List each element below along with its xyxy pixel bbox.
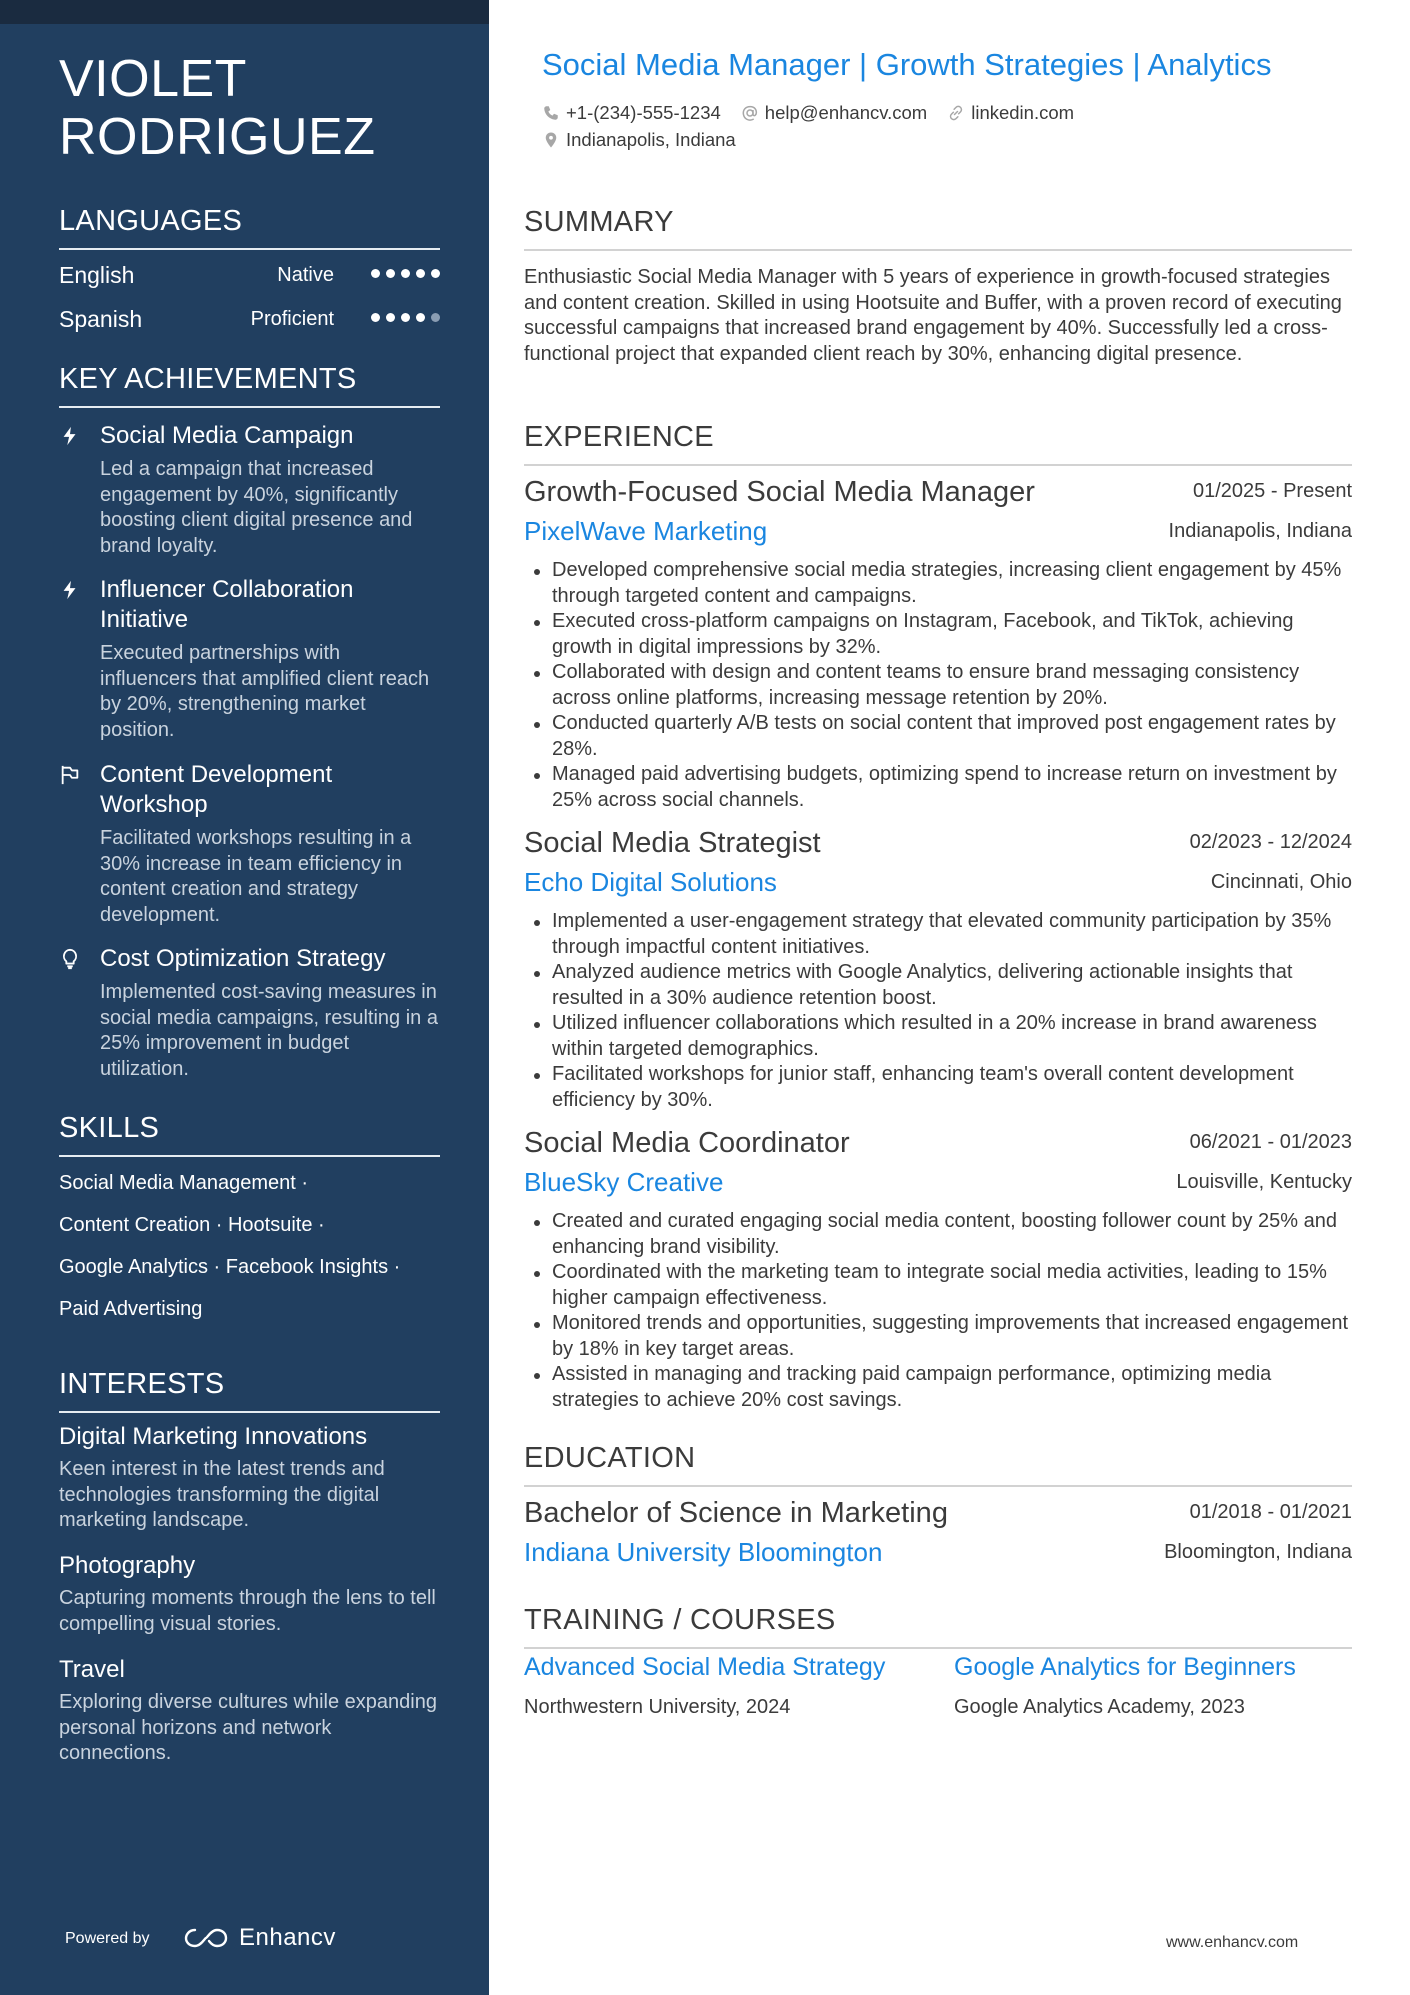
interest-desc: Exploring diverse cultures while expanding personal horizons and network connections. xyxy=(59,1691,437,1764)
lightning-icon xyxy=(59,579,81,601)
course-title: Advanced Social Media Strategy xyxy=(524,1653,886,1681)
achievement-title: Cost Optimization Strategy xyxy=(100,945,386,972)
bullet-item: Implemented a user-engagement strategy that elevated community participation by 35% through impactful content initiatives. xyxy=(524,909,1352,960)
bullet-item: Collaborated with design and content teams to ensure brand messaging consistency across online platforms, increasing message retention by 20%. xyxy=(524,660,1352,711)
course-item xyxy=(954,1653,1354,1719)
achievement-desc: Implemented cost-saving measures in social media campaigns, resulting in a 25% improvement in budget utilization. xyxy=(100,981,438,1080)
interests-heading: INTERESTS xyxy=(59,1368,440,1413)
job-entry xyxy=(524,476,1352,813)
summary-text: Enthusiastic Social Media Manager with 5 years of experience in growth-focused strategies and content creation. Skilled in using Hootsuite and Buffer, with a proven record of executing successful campaigns that increased brand engagement by 40%. Successfully led a cross-functional project that expanded client reach by 30%, enhancing digital presence. xyxy=(524,266,1342,365)
language-row xyxy=(59,262,440,292)
degree: Bachelor of Science in Marketing xyxy=(524,1497,948,1529)
job-company: Echo Digital Solutions xyxy=(524,867,777,897)
language-proficiency-dots xyxy=(371,269,440,278)
bullet-item: Managed paid advertising budgets, optimizing spend to increase return on investment by 25% across social channels. xyxy=(524,762,1352,813)
achievement-item xyxy=(59,575,440,743)
skills-list xyxy=(59,1172,440,1340)
bullet-item: Conducted quarterly A/B tests on social content that improved post engagement rates by 28%. xyxy=(524,711,1352,762)
school-location: Bloomington, Indiana xyxy=(1164,1541,1352,1563)
job-dates: 01/2025 - Present xyxy=(1193,480,1352,502)
powered-by-label: Powered by xyxy=(65,1930,150,1947)
language-level: Native xyxy=(277,264,334,286)
job-company: PixelWave Marketing xyxy=(524,516,768,546)
achievement-title: Social Media Campaign xyxy=(100,422,354,449)
dot-empty xyxy=(431,313,440,322)
achievement-desc: Executed partnerships with influencers that amplified client reach by 20%, strengthening market position. xyxy=(100,642,430,741)
job-bullets xyxy=(524,558,1352,813)
contact-row xyxy=(542,129,736,151)
job-company: BlueSky Creative xyxy=(524,1167,724,1197)
dot-filled xyxy=(371,313,380,322)
dot-filled xyxy=(416,269,425,278)
interest-desc: Keen interest in the latest trends and technologies transforming the digital marketing landscape. xyxy=(59,1458,385,1531)
job-bullets xyxy=(524,1209,1352,1413)
education-entry xyxy=(524,1497,1352,1577)
achievement-item xyxy=(59,760,440,928)
achievement-desc: Led a campaign that increased engagement by 40%, significantly boosting client digital presence and brand loyalty. xyxy=(100,458,413,557)
course-title: Google Analytics for Beginners xyxy=(954,1653,1296,1681)
achievement-title: Influencer Collaboration Initiative xyxy=(100,576,354,633)
website-link[interactable]: www.enhancv.com xyxy=(1166,1934,1299,1951)
contact-location xyxy=(542,129,736,151)
bullet-item: Monitored trends and opportunities, suggesting improvements that increased engagement by 18% in key target areas. xyxy=(524,1311,1352,1362)
job-dates: 06/2021 - 01/2023 xyxy=(1189,1131,1352,1153)
bullet-item: Developed comprehensive social media strategies, increasing client engagement by 45% through targeted content and campaigns. xyxy=(524,558,1352,609)
skill-line: Social Media Management · xyxy=(59,1172,309,1194)
skill-line: Google Analytics · Facebook Insights · xyxy=(59,1256,401,1278)
summary-heading: SUMMARY xyxy=(524,206,1352,251)
dot-filled xyxy=(431,269,440,278)
contact-row xyxy=(542,102,1074,124)
contact-linkedin[interactable] xyxy=(947,102,1074,124)
skills-heading: SKILLS xyxy=(59,1112,440,1157)
dot-filled xyxy=(371,269,380,278)
contact-phone[interactable] xyxy=(542,102,721,124)
interest-title: Travel xyxy=(59,1656,125,1683)
bullet-item: Assisted in managing and tracking paid campaign performance, optimizing media strategies to achieve 20% cost savings. xyxy=(524,1362,1352,1413)
experience-heading: EXPERIENCE xyxy=(524,421,1352,466)
candidate-name xyxy=(59,50,376,166)
language-row xyxy=(59,306,440,336)
brand-name: Enhancv xyxy=(239,1924,336,1951)
first-name: VIOLET xyxy=(59,50,247,108)
interest-item xyxy=(59,1422,440,1534)
interest-title: Digital Marketing Innovations xyxy=(59,1423,368,1450)
course-item xyxy=(524,1653,924,1719)
job-location: Louisville, Kentucky xyxy=(1176,1171,1352,1193)
phone-text: +1-(234)-555-1234 xyxy=(566,102,721,123)
flag-icon xyxy=(59,764,81,786)
languages-heading: LANGUAGES xyxy=(59,205,440,250)
job-bullets xyxy=(524,909,1352,1113)
interest-desc: Capturing moments through the lens to tell compelling visual stories. xyxy=(59,1587,436,1635)
interest-item xyxy=(59,1655,440,1767)
dot-filled xyxy=(401,313,410,322)
achievements-heading: KEY ACHIEVEMENTS xyxy=(59,363,440,408)
job-location: Cincinnati, Ohio xyxy=(1210,871,1352,893)
linkedin-text: linkedin.com xyxy=(971,102,1075,123)
location-pin-icon xyxy=(542,131,560,149)
bullet-item: Created and curated engaging social media content, boosting follower count by 25% and enhancing brand visibility. xyxy=(524,1209,1352,1260)
language-name: Spanish xyxy=(59,306,143,332)
at-sign-icon xyxy=(741,104,759,122)
sidebar-top-bar xyxy=(0,0,489,24)
skill-line: Paid Advertising xyxy=(59,1298,203,1320)
phone-icon xyxy=(542,104,560,122)
course-provider: Northwestern University, 2024 xyxy=(524,1696,791,1718)
sidebar xyxy=(0,0,489,1995)
job-entry xyxy=(524,1127,1352,1413)
location-text: Indianapolis, Indiana xyxy=(566,129,736,150)
lightbulb-icon xyxy=(59,948,81,970)
bullet-item: Analyzed audience metrics with Google Analytics, delivering actionable insights that resulted in a 30% audience retention boost. xyxy=(524,960,1352,1011)
education-dates: 01/2018 - 01/2021 xyxy=(1189,1501,1352,1523)
last-name: RODRIGUEZ xyxy=(59,108,376,166)
dot-filled xyxy=(386,269,395,278)
link-icon xyxy=(947,104,965,122)
skill-line: Content Creation · Hootsuite · xyxy=(59,1214,325,1236)
job-title: Growth-Focused Social Media Manager xyxy=(524,476,1035,508)
language-name: English xyxy=(59,262,135,288)
enhancv-logo[interactable] xyxy=(183,1924,336,1952)
job-dates: 02/2023 - 12/2024 xyxy=(1189,831,1352,853)
bullet-item: Facilitated workshops for junior staff, enhancing team's overall content development efficiency by 30%. xyxy=(524,1062,1352,1113)
job-title: Social Media Strategist xyxy=(524,827,821,859)
bullet-item: Executed cross-platform campaigns on Instagram, Facebook, and TikTok, achieving growth in digital impressions by 32%. xyxy=(524,609,1352,660)
infinity-logo-icon xyxy=(183,1926,229,1950)
headline: Social Media Manager | Growth Strategies | Analytics xyxy=(542,47,1272,82)
language-level: Proficient xyxy=(250,308,334,330)
training-heading: TRAINING / COURSES xyxy=(524,1604,1352,1649)
interest-item xyxy=(59,1551,440,1637)
lightning-icon xyxy=(59,425,81,447)
job-entry xyxy=(524,827,1352,1113)
education-heading: EDUCATION xyxy=(524,1442,1352,1487)
job-title: Social Media Coordinator xyxy=(524,1127,850,1159)
bullet-item: Utilized influencer collaborations which resulted in a 20% increase in brand awareness within targeted demographics. xyxy=(524,1011,1352,1062)
dot-filled xyxy=(401,269,410,278)
achievement-desc: Facilitated workshops resulting in a 30% increase in team efficiency in content creation and strategy development. xyxy=(100,827,412,926)
achievement-title: Content Development Workshop xyxy=(100,761,333,818)
contact-email[interactable] xyxy=(741,102,927,124)
achievement-item xyxy=(59,944,440,1082)
interest-title: Photography xyxy=(59,1552,196,1579)
job-location: Indianapolis, Indiana xyxy=(1168,520,1352,542)
achievement-item xyxy=(59,421,440,559)
language-proficiency-dots xyxy=(371,313,440,322)
bullet-item: Coordinated with the marketing team to integrate social media activities, leading to 15% higher campaign effectiveness. xyxy=(524,1260,1352,1311)
dot-filled xyxy=(416,313,425,322)
email-text: help@enhancv.com xyxy=(764,102,928,123)
school: Indiana University Bloomington xyxy=(524,1537,883,1567)
dot-filled xyxy=(386,313,395,322)
course-provider: Google Analytics Academy, 2023 xyxy=(954,1696,1245,1718)
